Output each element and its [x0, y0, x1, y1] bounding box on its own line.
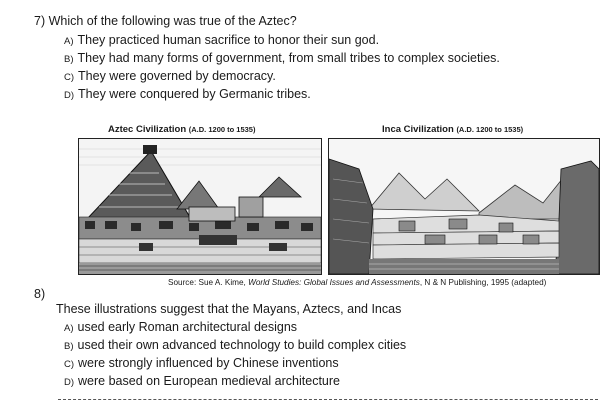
option-letter: D)	[64, 90, 75, 101]
question-7-option-b[interactable]	[64, 51, 500, 67]
question-8-option-d[interactable]	[64, 374, 340, 390]
option-letter: D)	[64, 377, 75, 388]
option-text: They practiced human sacrifice to honor their sun god.	[77, 33, 380, 47]
option-letter: C)	[64, 72, 75, 83]
question-7-option-c[interactable]	[64, 69, 276, 85]
option-text: used their own advanced technology to build complex cities	[77, 338, 407, 352]
question-7-number: 7)	[34, 14, 46, 28]
option-letter: C)	[64, 359, 75, 370]
option-text: They were conquered by Germanic tribes.	[78, 87, 311, 101]
question-7	[34, 14, 297, 29]
option-letter: A)	[64, 323, 74, 334]
source-title: World Studies: Global Issues and Assessments	[248, 278, 420, 287]
option-letter: A)	[64, 36, 74, 47]
aztec-caption	[108, 124, 255, 135]
inca-caption-dates: (A.D. 1200 to 1535)	[456, 125, 524, 134]
option-letter: B)	[64, 54, 74, 65]
inca-caption-title: Inca Civilization	[382, 124, 454, 135]
aztec-caption-dates: (A.D. 1200 to 1535)	[188, 125, 256, 134]
inca-illustration	[328, 138, 600, 275]
question-8-option-b[interactable]	[64, 338, 406, 354]
source-prefix: Source: Sue A. Kime,	[168, 278, 246, 287]
aztec-caption-title: Aztec Civilization	[108, 124, 187, 135]
option-text: were strongly influenced by Chinese inventions	[78, 356, 339, 370]
option-text: They were governed by democracy.	[78, 69, 276, 83]
question-7-option-a[interactable]	[64, 33, 379, 49]
source-suffix: , N & N Publishing, 1995 (adapted)	[419, 278, 547, 287]
question-8-text: These illustrations suggest that the Mayans, Aztecs, and Incas	[56, 302, 402, 316]
option-text: were based on European medieval architecture	[78, 374, 340, 388]
separator-line	[58, 399, 598, 400]
question-7-option-d[interactable]	[64, 87, 311, 103]
question-8-option-c[interactable]	[64, 356, 339, 372]
option-text: used early Roman architectural designs	[77, 320, 298, 334]
option-text: They had many forms of government, from small tribes to complex societies.	[77, 51, 500, 65]
question-8-number: 8)	[34, 287, 46, 301]
option-letter: B)	[64, 341, 74, 352]
inca-caption	[382, 124, 523, 135]
question-7-text: Which of the following was true of the Aztec?	[48, 14, 297, 28]
question-8-option-a[interactable]	[64, 320, 297, 336]
aztec-illustration	[78, 138, 322, 275]
figure-source	[168, 278, 546, 287]
